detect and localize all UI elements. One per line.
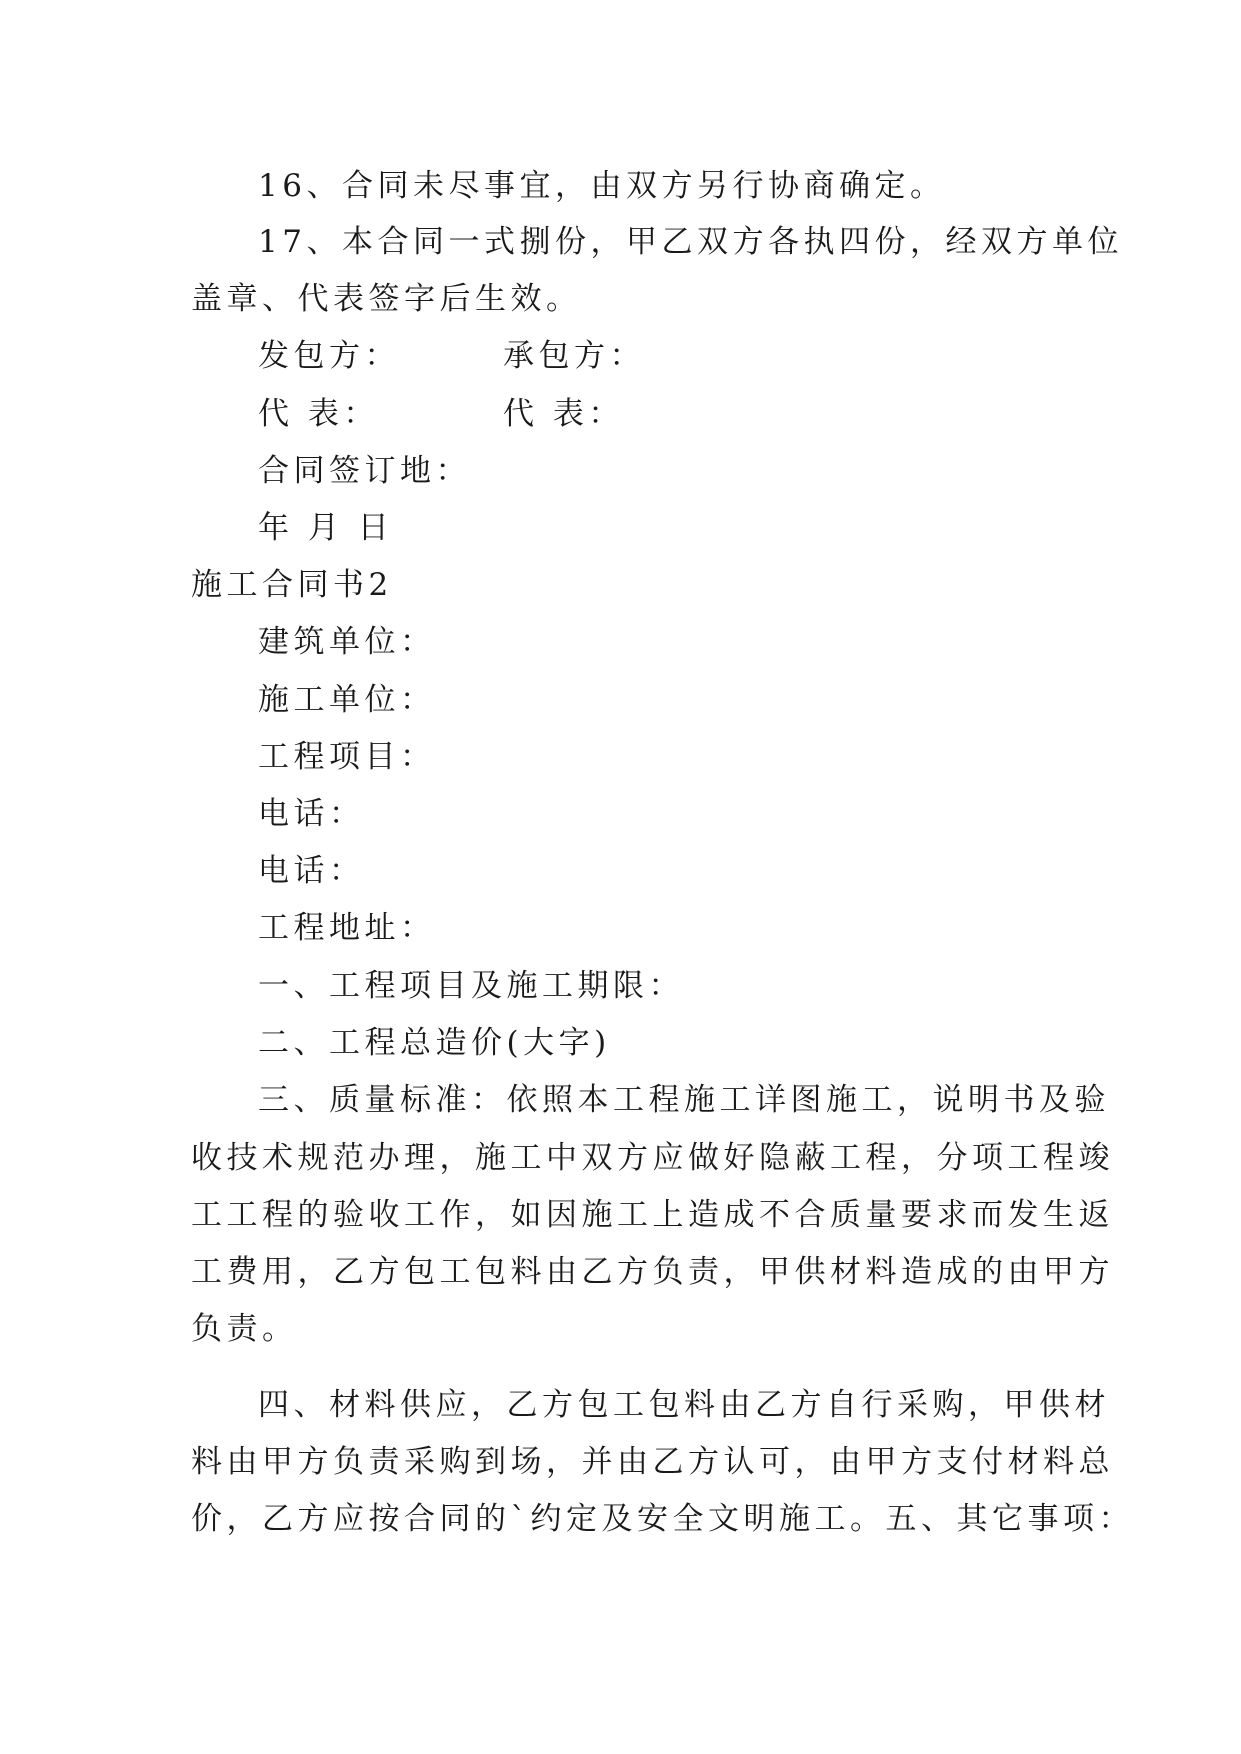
section-3-line-1: 三、质量标准：依照本工程施工详图施工，说明书及验 bbox=[258, 1082, 1110, 1118]
section-3-line-2: 收技术规范办理，施工中双方应做好隐蔽工程，分项工程竣 bbox=[191, 1140, 1114, 1176]
section-4-line-2: 料由甲方负责采购到场，并由乙方认可，由甲方支付材料总 bbox=[191, 1444, 1114, 1480]
section-4-line-3: 价，乙方应按合同的`约定及安全文明施工。五、其它事项： bbox=[191, 1501, 1134, 1537]
section-3-line-3: 工工程的验收工作，如因施工上造成不合质量要求而发生返 bbox=[191, 1197, 1114, 1233]
constructor-label: 施工单位： bbox=[258, 682, 436, 718]
clause-17-line-1: 17、本合同一式捌份，甲乙双方各执四份，经双方单位 bbox=[258, 224, 1123, 260]
party-a-label: 发包方： bbox=[258, 338, 400, 374]
project-label: 工程项目： bbox=[258, 739, 436, 775]
date-label: 年 月 日 bbox=[258, 510, 394, 546]
clause-16: 16、合同未尽事宜，由双方另行协商确定。 bbox=[258, 168, 946, 204]
rep-a-label: 代 表： bbox=[258, 396, 379, 432]
section-1: 一、工程项目及施工期限： bbox=[258, 968, 684, 1004]
section-3-line-5: 负责。 bbox=[191, 1311, 298, 1347]
address-label: 工程地址： bbox=[258, 910, 436, 946]
party-b-label: 承包方： bbox=[503, 338, 645, 374]
section-2: 二、工程总造价(大字) bbox=[258, 1025, 611, 1061]
builder-label: 建筑单位： bbox=[258, 624, 436, 660]
sign-place-label: 合同签订地： bbox=[258, 453, 471, 489]
rep-b-label: 代 表： bbox=[503, 396, 624, 432]
clause-17-line-2: 盖章、代表签字后生效。 bbox=[191, 281, 582, 317]
phone-2-label: 电话： bbox=[258, 853, 365, 889]
contract-2-title: 施工合同书2 bbox=[191, 567, 393, 603]
section-4-line-1: 四、材料供应，乙方包工包料由乙方自行采购，甲供材 bbox=[258, 1387, 1110, 1423]
section-3-line-4: 工费用，乙方包工包料由乙方负责，甲供材料造成的由甲方 bbox=[191, 1254, 1114, 1290]
phone-1-label: 电话： bbox=[258, 796, 365, 832]
